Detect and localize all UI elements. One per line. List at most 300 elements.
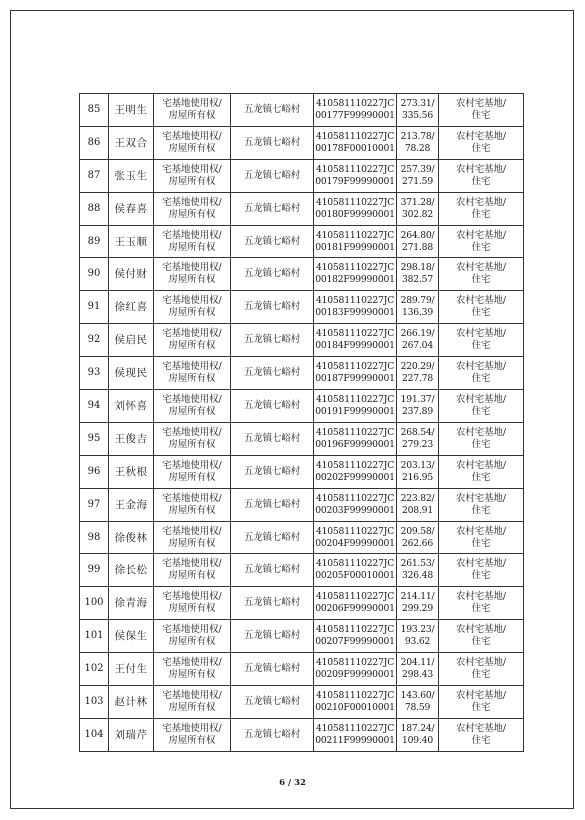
right-type-text: 房屋所有权 [168, 373, 216, 385]
area-cell [397, 159, 439, 192]
right-type-cell [154, 587, 231, 620]
area-text: 326.48 [402, 570, 433, 582]
right-type-text: 房屋所有权 [168, 109, 216, 121]
right-type-text: 房屋所有权 [168, 537, 216, 549]
right-type-cell [154, 686, 231, 719]
row-number-text: 102 [84, 663, 104, 675]
right-type-text: 宅基地使用权/ [162, 558, 222, 570]
owner-name-cell [109, 94, 154, 127]
row-number-text: 104 [84, 728, 104, 740]
area-cell [397, 94, 439, 127]
land-use-text: 住宅 [471, 208, 491, 220]
land-use-text: 住宅 [471, 373, 491, 385]
area-cell [397, 258, 439, 291]
location-cell [231, 521, 314, 554]
right-type-text: 房屋所有权 [168, 405, 216, 417]
row-number-cell [80, 422, 109, 455]
land-use-cell [439, 94, 524, 127]
area-text: 187.24/ [400, 722, 435, 734]
area-text: 257.39/ [400, 163, 435, 175]
table-row [80, 357, 524, 390]
table-row [80, 718, 524, 751]
row-number-text: 85 [87, 103, 101, 115]
owner-name-text: 徐俊林 [114, 531, 148, 544]
right-type-text: 宅基地使用权/ [162, 393, 222, 405]
right-type-cell [154, 554, 231, 587]
owner-name-cell [109, 718, 154, 751]
location-cell [231, 455, 314, 488]
row-number-cell [80, 94, 109, 127]
owner-name-text: 侯春喜 [114, 202, 148, 215]
owner-name-cell [109, 521, 154, 554]
right-type-cell [154, 488, 231, 521]
land-use-cell [439, 291, 524, 324]
row-number-text: 94 [87, 399, 101, 411]
table-row [80, 258, 524, 291]
right-type-cell [154, 159, 231, 192]
table-row [80, 422, 524, 455]
parcel-code-cell [314, 422, 397, 455]
row-number-cell [80, 554, 109, 587]
land-use-text: 农村宅基地/ [455, 130, 507, 142]
table-row [80, 653, 524, 686]
area-text: 203.13/ [400, 459, 435, 471]
land-use-text: 农村宅基地/ [455, 689, 507, 701]
land-use-text: 住宅 [471, 438, 491, 450]
owner-name-cell [109, 390, 154, 423]
parcel-code-text: 410581110227JC [315, 492, 395, 504]
area-text: 136.39 [402, 307, 433, 319]
parcel-code-cell [314, 291, 397, 324]
land-use-text: 住宅 [471, 142, 491, 154]
area-cell [397, 455, 439, 488]
right-type-text: 房屋所有权 [168, 340, 216, 352]
owner-name-text: 王秋根 [114, 465, 148, 478]
area-text: 143.60/ [400, 689, 435, 701]
land-use-text: 住宅 [471, 241, 491, 253]
parcel-code-text: 410581110227JC [315, 262, 395, 274]
right-type-text: 宅基地使用权/ [162, 689, 222, 701]
owner-name-cell [109, 620, 154, 653]
parcel-code-text: 410581110227JC [315, 459, 395, 471]
right-type-text: 宅基地使用权/ [162, 196, 222, 208]
table-row [80, 587, 524, 620]
location-text: 五龙镇七峪村 [243, 531, 301, 543]
area-text: 78.28 [404, 142, 431, 154]
land-use-text: 农村宅基地/ [455, 426, 507, 438]
area-cell [397, 587, 439, 620]
owner-name-text: 刘怀喜 [114, 399, 148, 412]
area-cell [397, 686, 439, 719]
land-use-text: 农村宅基地/ [455, 722, 507, 734]
row-number-text: 89 [87, 235, 101, 247]
parcel-code-cell [314, 390, 397, 423]
parcel-code-cell [314, 225, 397, 258]
parcel-code-text: 00177F99990001 [315, 109, 395, 121]
table-row [80, 159, 524, 192]
location-text: 五龙镇七峪村 [243, 498, 301, 510]
table-body [80, 94, 524, 752]
parcel-code-cell [314, 554, 397, 587]
right-type-text: 房屋所有权 [168, 142, 216, 154]
area-text: 382.57 [402, 274, 433, 286]
land-use-text: 农村宅基地/ [455, 361, 507, 373]
right-type-text: 宅基地使用权/ [162, 97, 222, 109]
land-use-text: 住宅 [471, 307, 491, 319]
land-use-text: 农村宅基地/ [455, 163, 507, 175]
area-text: 262.66 [402, 537, 433, 549]
row-number-cell [80, 225, 109, 258]
area-text: 220.29/ [400, 361, 435, 373]
parcel-code-cell [314, 587, 397, 620]
right-type-cell [154, 291, 231, 324]
row-number-cell [80, 258, 109, 291]
land-use-text: 农村宅基地/ [455, 459, 507, 471]
location-text: 五龙镇七峪村 [243, 728, 301, 740]
land-use-cell [439, 159, 524, 192]
area-cell [397, 620, 439, 653]
parcel-code-cell [314, 324, 397, 357]
area-cell [397, 126, 439, 159]
parcel-code-text: 00207F99990001 [315, 636, 395, 648]
parcel-code-cell [314, 653, 397, 686]
table-row [80, 126, 524, 159]
owner-name-cell [109, 258, 154, 291]
right-type-text: 房屋所有权 [168, 504, 216, 516]
table-row [80, 291, 524, 324]
land-use-text: 农村宅基地/ [455, 492, 507, 504]
table-row [80, 192, 524, 225]
land-use-text: 农村宅基地/ [455, 525, 507, 537]
parcel-code-cell [314, 192, 397, 225]
table-row [80, 225, 524, 258]
area-cell [397, 521, 439, 554]
table-row [80, 390, 524, 423]
parcel-code-text: 00180F99990001 [315, 208, 395, 220]
area-text: 109.40 [402, 734, 433, 746]
parcel-code-text: 00202F99990001 [315, 471, 395, 483]
row-number-text: 87 [87, 169, 101, 181]
right-type-text: 房屋所有权 [168, 570, 216, 582]
owner-name-cell [109, 554, 154, 587]
parcel-code-cell [314, 159, 397, 192]
row-number-cell [80, 291, 109, 324]
table-row [80, 455, 524, 488]
row-number-text: 88 [87, 202, 101, 214]
location-text: 五龙镇七峪村 [243, 235, 301, 247]
owner-name-cell [109, 324, 154, 357]
land-use-cell [439, 686, 524, 719]
land-use-text: 住宅 [471, 109, 491, 121]
area-text: 208.91 [402, 504, 433, 516]
owner-name-text: 张玉生 [114, 169, 148, 182]
owner-name-text: 刘瑞芹 [114, 728, 148, 741]
location-cell [231, 159, 314, 192]
parcel-code-text: 410581110227JC [315, 229, 395, 241]
land-use-cell [439, 192, 524, 225]
location-text: 五龙镇七峪村 [243, 367, 301, 379]
land-use-cell [439, 422, 524, 455]
table-row [80, 521, 524, 554]
right-type-cell [154, 357, 231, 390]
right-type-text: 房屋所有权 [168, 274, 216, 286]
owner-name-cell [109, 291, 154, 324]
parcel-code-text: 00181F99990001 [315, 241, 395, 253]
location-cell [231, 357, 314, 390]
row-number-cell [80, 455, 109, 488]
row-number-cell [80, 390, 109, 423]
row-number-cell [80, 521, 109, 554]
land-use-text: 住宅 [471, 504, 491, 516]
area-cell [397, 718, 439, 751]
land-use-text: 住宅 [471, 537, 491, 549]
right-type-text: 宅基地使用权/ [162, 591, 222, 603]
right-type-cell [154, 718, 231, 751]
parcel-code-text: 00187F99990001 [315, 373, 395, 385]
land-use-text: 农村宅基地/ [455, 328, 507, 340]
land-use-text: 住宅 [471, 340, 491, 352]
parcel-code-text: 00205F00010001 [315, 570, 395, 582]
area-text: 267.04 [402, 340, 433, 352]
location-text: 五龙镇七峪村 [243, 663, 301, 675]
land-use-cell [439, 225, 524, 258]
location-cell [231, 291, 314, 324]
area-cell [397, 390, 439, 423]
row-number-text: 91 [87, 301, 101, 313]
parcel-code-cell [314, 521, 397, 554]
location-cell [231, 686, 314, 719]
location-cell [231, 192, 314, 225]
right-type-cell [154, 94, 231, 127]
area-text: 266.19/ [400, 328, 435, 340]
parcel-code-text: 00179F99990001 [315, 175, 395, 187]
right-type-text: 宅基地使用权/ [162, 426, 222, 438]
location-cell [231, 390, 314, 423]
right-type-cell [154, 258, 231, 291]
parcel-code-text: 00183F99990001 [315, 307, 395, 319]
parcel-code-text: 00204F99990001 [315, 537, 395, 549]
owner-name-text: 王明生 [114, 103, 148, 116]
land-use-text: 农村宅基地/ [455, 657, 507, 669]
row-number-text: 99 [87, 564, 101, 576]
row-number-cell [80, 126, 109, 159]
right-type-cell [154, 653, 231, 686]
location-text: 五龙镇七峪村 [243, 169, 301, 181]
location-cell [231, 653, 314, 686]
parcel-code-text: 410581110227JC [315, 295, 395, 307]
location-cell [231, 126, 314, 159]
parcel-code-text: 410581110227JC [315, 624, 395, 636]
land-use-text: 农村宅基地/ [455, 229, 507, 241]
table-row [80, 620, 524, 653]
parcel-code-cell [314, 455, 397, 488]
area-text: 335.56 [402, 109, 433, 121]
right-type-cell [154, 521, 231, 554]
land-use-text: 农村宅基地/ [455, 295, 507, 307]
row-number-cell [80, 192, 109, 225]
land-use-text: 住宅 [471, 636, 491, 648]
area-text: 261.53/ [400, 558, 435, 570]
registration-table [79, 93, 524, 752]
owner-name-text: 徐红喜 [114, 301, 148, 314]
owner-name-cell [109, 126, 154, 159]
table-row [80, 94, 524, 127]
land-use-text: 住宅 [471, 405, 491, 417]
parcel-code-text: 00203F99990001 [315, 504, 395, 516]
parcel-code-cell [314, 126, 397, 159]
owner-name-text: 赵计林 [114, 695, 148, 708]
location-text: 五龙镇七峪村 [243, 301, 301, 313]
owner-name-cell [109, 422, 154, 455]
owner-name-text: 侯启民 [114, 334, 148, 347]
land-use-text: 住宅 [471, 274, 491, 286]
right-type-text: 宅基地使用权/ [162, 163, 222, 175]
area-text: 268.54/ [400, 426, 435, 438]
location-cell [231, 258, 314, 291]
area-text: 237.89 [402, 405, 433, 417]
land-use-text: 农村宅基地/ [455, 558, 507, 570]
row-number-text: 90 [87, 268, 101, 280]
area-text: 209.58/ [400, 525, 435, 537]
land-use-cell [439, 390, 524, 423]
right-type-text: 房屋所有权 [168, 669, 216, 681]
right-type-text: 宅基地使用权/ [162, 525, 222, 537]
area-text: 204.11/ [400, 657, 435, 669]
right-type-text: 房屋所有权 [168, 701, 216, 713]
row-number-text: 86 [87, 136, 101, 148]
right-type-text: 房屋所有权 [168, 175, 216, 187]
land-use-text: 农村宅基地/ [455, 97, 507, 109]
row-number-cell [80, 587, 109, 620]
location-cell [231, 225, 314, 258]
area-cell [397, 225, 439, 258]
parcel-code-text: 00182F99990001 [315, 274, 395, 286]
parcel-code-cell [314, 357, 397, 390]
parcel-code-text: 410581110227JC [315, 393, 395, 405]
land-use-text: 住宅 [471, 603, 491, 615]
row-number-cell [80, 357, 109, 390]
parcel-code-text: 00191F99990001 [315, 405, 395, 417]
area-text: 271.88 [402, 241, 433, 253]
parcel-code-text: 410581110227JC [315, 657, 395, 669]
land-use-text: 农村宅基地/ [455, 393, 507, 405]
area-text: 299.29 [402, 603, 433, 615]
right-type-text: 房屋所有权 [168, 438, 216, 450]
area-text: 216.95 [402, 471, 433, 483]
area-cell [397, 653, 439, 686]
row-number-cell [80, 488, 109, 521]
owner-name-cell [109, 455, 154, 488]
owner-name-text: 徐长松 [114, 564, 148, 577]
parcel-code-text: 410581110227JC [315, 722, 395, 734]
location-text: 五龙镇七峪村 [243, 597, 301, 609]
land-use-cell [439, 587, 524, 620]
location-cell [231, 620, 314, 653]
table-row [80, 324, 524, 357]
row-number-cell [80, 686, 109, 719]
parcel-code-text: 410581110227JC [315, 558, 395, 570]
row-number-text: 101 [84, 630, 104, 642]
parcel-code-text: 410581110227JC [315, 361, 395, 373]
location-cell [231, 422, 314, 455]
parcel-code-text: 410581110227JC [315, 97, 395, 109]
parcel-code-text: 410581110227JC [315, 525, 395, 537]
owner-name-text: 王金海 [114, 498, 148, 511]
land-use-cell [439, 488, 524, 521]
row-number-text: 97 [87, 498, 101, 510]
location-cell [231, 587, 314, 620]
location-cell [231, 488, 314, 521]
owner-name-cell [109, 192, 154, 225]
area-text: 302.82 [402, 208, 433, 220]
parcel-code-text: 410581110227JC [315, 591, 395, 603]
right-type-text: 房屋所有权 [168, 208, 216, 220]
right-type-cell [154, 324, 231, 357]
parcel-code-text: 00178F00010001 [315, 142, 395, 154]
parcel-code-cell [314, 488, 397, 521]
location-text: 五龙镇七峪村 [243, 334, 301, 346]
area-text: 271.59 [402, 175, 433, 187]
row-number-text: 92 [87, 334, 101, 346]
right-type-text: 房屋所有权 [168, 241, 216, 253]
parcel-code-text: 00184F99990001 [315, 340, 395, 352]
land-use-cell [439, 620, 524, 653]
owner-name-cell [109, 488, 154, 521]
row-number-cell [80, 620, 109, 653]
right-type-text: 房屋所有权 [168, 307, 216, 319]
right-type-cell [154, 192, 231, 225]
parcel-code-text: 00210F00010001 [315, 701, 395, 713]
row-number-text: 93 [87, 367, 101, 379]
row-number-text: 96 [87, 465, 101, 477]
parcel-code-text: 410581110227JC [315, 426, 395, 438]
area-text: 213.78/ [400, 130, 435, 142]
table-row [80, 488, 524, 521]
parcel-code-text: 00206F99990001 [315, 603, 395, 615]
area-text: 214.11/ [400, 591, 435, 603]
parcel-code-text: 00196F99990001 [315, 438, 395, 450]
owner-name-cell [109, 587, 154, 620]
page-number: 6 / 32 [279, 778, 306, 788]
row-number-text: 98 [87, 531, 101, 543]
area-text: 298.43 [402, 669, 433, 681]
location-text: 五龙镇七峪村 [243, 630, 301, 642]
owner-name-cell [109, 357, 154, 390]
right-type-text: 宅基地使用权/ [162, 295, 222, 307]
owner-name-text: 王付生 [114, 663, 148, 676]
location-text: 五龙镇七峪村 [243, 103, 301, 115]
right-type-text: 宅基地使用权/ [162, 492, 222, 504]
area-cell [397, 554, 439, 587]
parcel-code-text: 410581110227JC [315, 328, 395, 340]
parcel-code-cell [314, 686, 397, 719]
row-number-cell [80, 159, 109, 192]
area-text: 264.80/ [400, 229, 435, 241]
area-text: 371.28/ [400, 196, 435, 208]
land-use-cell [439, 126, 524, 159]
owner-name-cell [109, 686, 154, 719]
area-text: 78.59 [404, 701, 431, 713]
area-text: 93.62 [404, 636, 431, 648]
location-cell [231, 554, 314, 587]
parcel-code-cell [314, 718, 397, 751]
right-type-text: 宅基地使用权/ [162, 229, 222, 241]
parcel-code-cell [314, 258, 397, 291]
land-use-cell [439, 357, 524, 390]
land-use-text: 住宅 [471, 734, 491, 746]
area-cell [397, 192, 439, 225]
location-text: 五龙镇七峪村 [243, 202, 301, 214]
